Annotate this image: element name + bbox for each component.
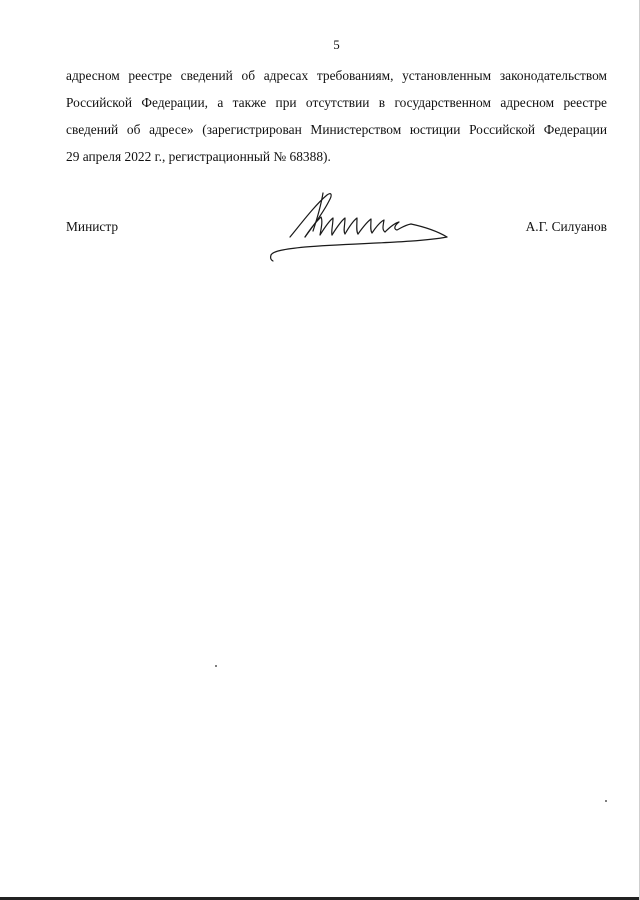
body-paragraph <box>66 62 607 170</box>
scan-speck <box>605 800 607 802</box>
body-line: сведений об адресе» (зарегистрирован Министерством юстиции Российской Федерации <box>66 122 607 137</box>
scan-speck <box>215 665 217 667</box>
page-number: 5 <box>333 37 340 52</box>
signature-icon <box>265 185 455 265</box>
signer-title: Министр <box>66 219 119 234</box>
body-line: 29 апреля 2022 г., регистрационный № 68388). <box>66 149 331 164</box>
body-line: Российской Федерации, а также при отсутствии в государственном адресном реестре <box>66 95 607 110</box>
body-line: адресном реестре сведений об адресах требованиям, установленным законодательством <box>66 68 607 83</box>
signer-name: А.Г. Силуанов <box>525 219 607 234</box>
